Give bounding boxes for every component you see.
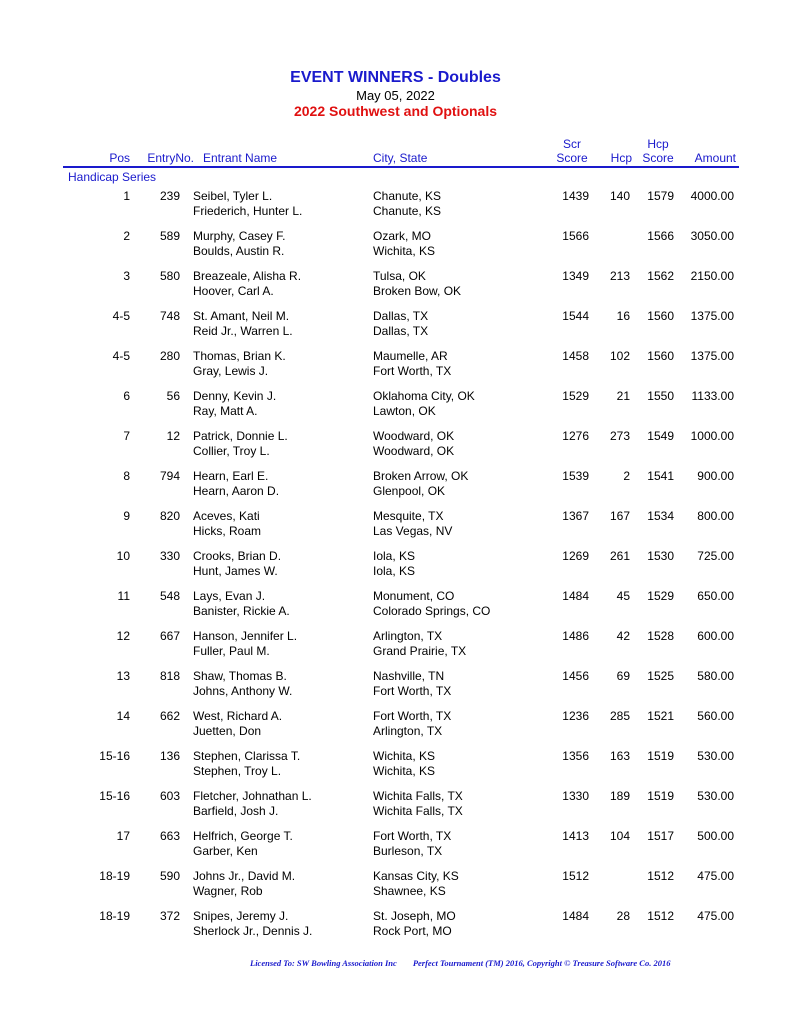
handicap: 163 (609, 749, 630, 763)
scratch-score: 1484 (562, 589, 589, 603)
amount: 2150.00 (690, 269, 734, 283)
entrant-name-2: Fuller, Paul M. (193, 644, 270, 658)
handicap-score: 1560 (647, 309, 674, 323)
amount: 530.00 (697, 789, 734, 803)
position: 1 (123, 189, 130, 203)
entrant-name-1: Denny, Kevin J. (193, 389, 277, 403)
footer-license: Licensed To: SW Bowling Association Inc (250, 958, 397, 968)
entry-number: 818 (159, 669, 180, 683)
handicap: 285 (609, 709, 630, 723)
city-state-1: Mesquite, TX (373, 509, 444, 523)
city-state-1: Fort Worth, TX (373, 709, 452, 723)
position: 11 (117, 589, 130, 603)
entry-number: 667 (159, 629, 180, 643)
position: 10 (116, 549, 130, 563)
scratch-score: 1486 (562, 629, 589, 643)
handicap: 45 (616, 589, 630, 603)
scratch-score: 1269 (562, 549, 589, 563)
handicap: 21 (616, 389, 630, 403)
city-state-1: Arlington, TX (373, 629, 443, 643)
amount: 1375.00 (690, 309, 734, 323)
col-scr-top: Scr (563, 137, 581, 151)
city-state-2: Shawnee, KS (373, 884, 446, 898)
entrant-name-1: West, Richard A. (193, 709, 283, 723)
city-state-1: Ozark, MO (373, 229, 432, 243)
city-state-1: Broken Arrow, OK (373, 469, 469, 483)
scratch-score: 1367 (562, 509, 589, 523)
handicap: 16 (616, 309, 630, 323)
scratch-score: 1484 (562, 909, 589, 923)
scratch-score: 1566 (562, 229, 589, 243)
entry-number: 239 (159, 189, 180, 203)
handicap-score: 1519 (647, 789, 674, 803)
city-state-2: Iola, KS (373, 564, 416, 578)
city-state-2: Grand Prairie, TX (373, 644, 467, 658)
city-state-2: Wichita, KS (373, 764, 436, 778)
city-state-2: Woodward, OK (373, 444, 455, 458)
city-state-2: Arlington, TX (373, 724, 443, 738)
position: 6 (123, 389, 130, 403)
entrant-name-1: Fletcher, Johnathan L. (193, 789, 312, 803)
scratch-score: 1458 (562, 349, 589, 363)
entrant-name-2: Hearn, Aaron D. (193, 484, 280, 498)
city-state-1: Monument, CO (373, 589, 455, 603)
city-state-2: Glenpool, OK (373, 484, 446, 498)
handicap-score: 1525 (647, 669, 674, 683)
position: 2 (123, 229, 130, 243)
position: 15-16 (99, 749, 130, 763)
entrant-name-1: Seibel, Tyler L. (193, 189, 273, 203)
city-state-1: Maumelle, AR (373, 349, 448, 363)
entry-number: 136 (159, 749, 180, 763)
entry-number: 662 (159, 709, 180, 723)
handicap-score: 1517 (647, 829, 674, 843)
entrant-name-1: Aceves, Kati (193, 509, 260, 523)
handicap-score: 1550 (647, 389, 674, 403)
entry-number: 580 (159, 269, 180, 283)
position: 18-19 (99, 909, 130, 923)
footer-copyright: Perfect Tournament (TM) 2016, Copyright © Treasure Software Co. 2016 (412, 958, 671, 968)
handicap-score: 1534 (647, 509, 674, 523)
position: 7 (123, 429, 130, 443)
amount: 580.00 (697, 669, 734, 683)
entrant-name-1: Helfrich, George T. (193, 829, 293, 843)
amount: 530.00 (697, 749, 734, 763)
handicap-score: 1566 (647, 229, 674, 243)
city-state-1: Chanute, KS (373, 189, 442, 203)
scratch-score: 1456 (562, 669, 589, 683)
city-state-1: Woodward, OK (373, 429, 455, 443)
entrant-name-1: Snipes, Jeremy J. (193, 909, 289, 923)
entrant-name-2: Hunt, James W. (193, 564, 278, 578)
page-title: EVENT WINNERS - Doubles (290, 69, 501, 86)
scratch-score: 1356 (562, 749, 589, 763)
entry-number: 663 (159, 829, 180, 843)
entrant-name-2: Hoover, Carl A. (193, 284, 274, 298)
handicap: 102 (609, 349, 630, 363)
entrant-name-2: Barfield, Josh J. (193, 804, 279, 818)
entrant-name-1: Murphy, Casey F. (193, 229, 286, 243)
entrant-name-2: Stephen, Troy L. (193, 764, 282, 778)
amount: 800.00 (697, 509, 734, 523)
col-amount: Amount (694, 151, 736, 165)
city-state-1: Dallas, TX (373, 309, 429, 323)
col-entry: EntryNo. (147, 151, 194, 165)
entrant-name-1: Breazeale, Alisha R. (193, 269, 302, 283)
scratch-score: 1330 (562, 789, 589, 803)
entrant-name-2: Collier, Troy L. (193, 444, 270, 458)
scratch-score: 1276 (562, 429, 589, 443)
entry-number: 590 (159, 869, 180, 883)
col-hcp: Hcp (610, 151, 632, 165)
entry-number: 56 (166, 389, 180, 403)
amount: 650.00 (697, 589, 734, 603)
handicap: 28 (616, 909, 630, 923)
handicap-score: 1541 (647, 469, 674, 483)
entry-number: 280 (159, 349, 180, 363)
col-pos: Pos (109, 151, 130, 165)
entrant-name-1: St. Amant, Neil M. (193, 309, 290, 323)
scratch-score: 1349 (562, 269, 589, 283)
handicap: 140 (609, 189, 630, 203)
position: 9 (123, 509, 130, 523)
scratch-score: 1544 (562, 309, 589, 323)
position: 4-5 (112, 349, 130, 363)
event-date: May 05, 2022 (356, 88, 435, 103)
amount: 900.00 (697, 469, 734, 483)
handicap-score: 1519 (647, 749, 674, 763)
city-state-2: Fort Worth, TX (373, 684, 452, 698)
entrant-name-2: Hicks, Roam (193, 524, 262, 538)
position: 14 (116, 709, 130, 723)
col-city: City, State (373, 151, 428, 165)
city-state-1: Wichita Falls, TX (373, 789, 463, 803)
handicap: 189 (609, 789, 630, 803)
position: 17 (116, 829, 130, 843)
city-state-2: Dallas, TX (373, 324, 429, 338)
handicap: 2 (623, 469, 630, 483)
handicap: 69 (616, 669, 630, 683)
scratch-score: 1512 (562, 869, 589, 883)
amount: 475.00 (697, 909, 734, 923)
position: 3 (123, 269, 130, 283)
handicap-score: 1529 (647, 589, 674, 603)
city-state-1: St. Joseph, MO (373, 909, 456, 923)
entrant-name-1: Hearn, Earl E. (193, 469, 269, 483)
city-state-2: Burleson, TX (373, 844, 443, 858)
handicap: 104 (609, 829, 630, 843)
entrant-name-2: Reid Jr., Warren L. (193, 324, 293, 338)
city-state-1: Wichita, KS (373, 749, 436, 763)
header-rule (63, 166, 739, 168)
position: 15-16 (99, 789, 130, 803)
entry-number: 589 (159, 229, 180, 243)
city-state-1: Nashville, TN (373, 669, 445, 683)
position: 18-19 (99, 869, 130, 883)
city-state-2: Broken Bow, OK (373, 284, 462, 298)
entrant-name-2: Friederich, Hunter L. (193, 204, 303, 218)
amount: 1000.00 (690, 429, 734, 443)
handicap: 273 (609, 429, 630, 443)
entrant-name-1: Johns Jr., David M. (193, 869, 296, 883)
entrant-name-1: Patrick, Donnie L. (193, 429, 288, 443)
entrant-name-2: Sherlock Jr., Dennis J. (193, 924, 313, 938)
entry-number: 748 (159, 309, 180, 323)
entrant-name-1: Shaw, Thomas B. (193, 669, 287, 683)
col-name: Entrant Name (203, 151, 278, 165)
entrant-name-2: Boulds, Austin R. (193, 244, 285, 258)
handicap: 261 (609, 549, 630, 563)
scratch-score: 1439 (562, 189, 589, 203)
amount: 1375.00 (690, 349, 734, 363)
section-label: Handicap Series (68, 170, 157, 184)
entrant-name-1: Hanson, Jennifer L. (193, 629, 298, 643)
city-state-2: Colorado Springs, CO (373, 604, 491, 618)
handicap-score: 1512 (647, 869, 674, 883)
amount: 1133.00 (691, 389, 734, 403)
city-state-1: Oklahoma City, OK (373, 389, 475, 403)
amount: 560.00 (697, 709, 734, 723)
entry-number: 603 (159, 789, 180, 803)
entry-number: 794 (159, 469, 180, 483)
position: 4-5 (112, 309, 130, 323)
entry-number: 12 (166, 429, 180, 443)
entrant-name-2: Garber, Ken (193, 844, 258, 858)
amount: 500.00 (697, 829, 734, 843)
scratch-score: 1529 (562, 389, 589, 403)
handicap-score: 1530 (647, 549, 674, 563)
entrant-name-1: Crooks, Brian D. (193, 549, 282, 563)
scratch-score: 1413 (562, 829, 589, 843)
scratch-score: 1236 (562, 709, 589, 723)
amount: 725.00 (697, 549, 734, 563)
handicap: 213 (609, 269, 630, 283)
entry-number: 820 (159, 509, 180, 523)
handicap: 167 (609, 509, 630, 523)
city-state-2: Lawton, OK (373, 404, 436, 418)
city-state-2: Fort Worth, TX (373, 364, 452, 378)
entrant-name-2: Ray, Matt A. (193, 404, 258, 418)
entrant-name-2: Juetten, Don (193, 724, 262, 738)
entrant-name-1: Thomas, Brian K. (193, 349, 286, 363)
col-hcp-score-top: Hcp (647, 137, 669, 151)
entry-number: 372 (159, 909, 180, 923)
col-hcp-score-bottom: Score (642, 151, 674, 165)
entrant-name-1: Lays, Evan J. (193, 589, 266, 603)
city-state-2: Las Vegas, NV (373, 524, 453, 538)
entry-number: 330 (159, 549, 180, 563)
handicap-score: 1549 (647, 429, 674, 443)
amount: 4000.00 (690, 189, 734, 203)
handicap: 42 (616, 629, 630, 643)
city-state-1: Tulsa, OK (373, 269, 426, 283)
entrant-name-2: Johns, Anthony W. (193, 684, 293, 698)
entrant-name-2: Wagner, Rob (193, 884, 263, 898)
city-state-1: Kansas City, KS (373, 869, 459, 883)
scratch-score: 1539 (562, 469, 589, 483)
entrant-name-1: Stephen, Clarissa T. (193, 749, 301, 763)
position: 12 (116, 629, 130, 643)
city-state-2: Wichita, KS (373, 244, 436, 258)
handicap-score: 1521 (647, 709, 674, 723)
city-state-1: Iola, KS (373, 549, 416, 563)
city-state-2: Chanute, KS (373, 204, 442, 218)
handicap-score: 1528 (647, 629, 674, 643)
city-state-2: Rock Port, MO (373, 924, 452, 938)
handicap-score: 1560 (647, 349, 674, 363)
entrant-name-2: Banister, Rickie A. (193, 604, 290, 618)
handicap-score: 1579 (647, 189, 674, 203)
position: 8 (123, 469, 130, 483)
handicap-score: 1512 (647, 909, 674, 923)
footer (250, 958, 750, 968)
handicap-score: 1562 (647, 269, 674, 283)
amount: 600.00 (697, 629, 734, 643)
tournament-name: 2022 Southwest and Optionals (293, 103, 498, 119)
city-state-2: Wichita Falls, TX (373, 804, 463, 818)
entry-number: 548 (159, 589, 180, 603)
position: 13 (116, 669, 130, 683)
entrant-name-2: Gray, Lewis J. (193, 364, 269, 378)
amount: 3050.00 (690, 229, 734, 243)
col-scr-bottom: Score (556, 151, 588, 165)
city-state-1: Fort Worth, TX (373, 829, 452, 843)
amount: 475.00 (697, 869, 734, 883)
